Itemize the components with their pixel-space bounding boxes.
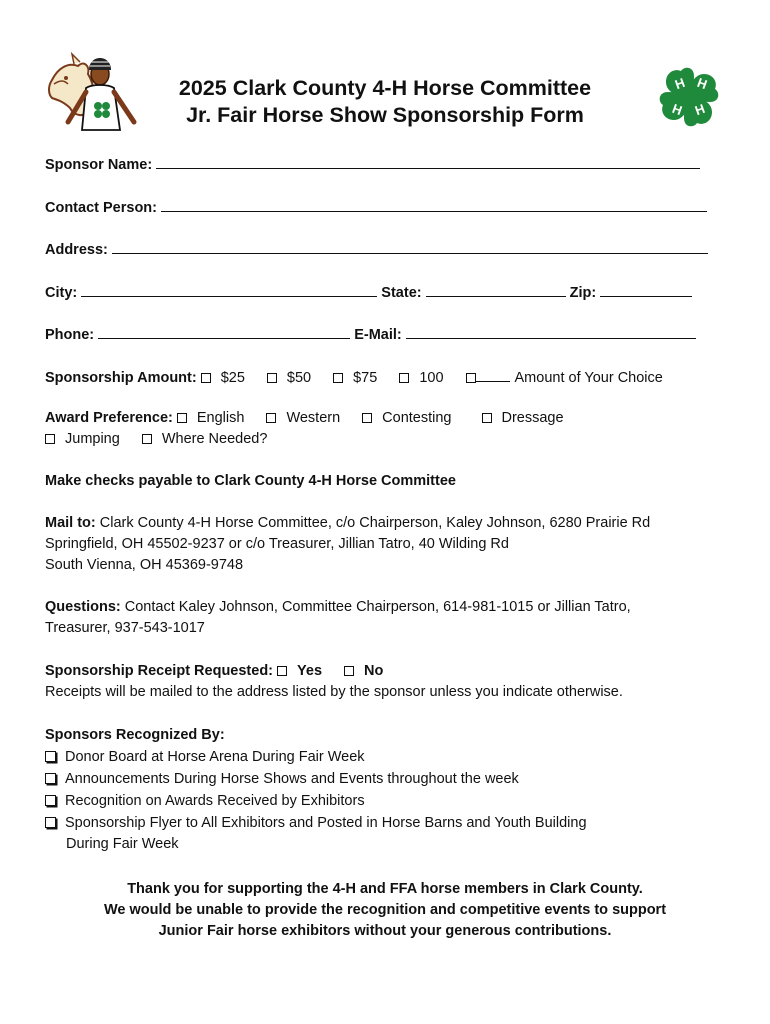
mail-to-line3: South Vienna, OH 45369-9748 <box>45 557 244 573</box>
award-jumping-label: Jumping <box>65 431 120 447</box>
amount-100-label: 100 <box>419 370 444 386</box>
amount-choice-field[interactable] <box>476 367 510 382</box>
mail-to-section <box>45 513 735 576</box>
award-where-needed-label: Where Needed? <box>161 431 268 447</box>
award-english-label: English <box>196 410 245 426</box>
phone-label: Phone: <box>45 327 95 343</box>
recognized-box-icon <box>45 795 56 806</box>
receipt-section <box>45 661 735 703</box>
thanks-line2: We would be unable to provide the recognition and competitive events to support <box>103 902 667 918</box>
recognized-item: Donor Board at Horse Arena During Fair Week <box>45 747 735 768</box>
award-western-checkbox[interactable] <box>266 413 276 423</box>
svg-text:H: H <box>692 100 707 119</box>
receipt-yes-checkbox[interactable] <box>277 666 287 676</box>
email-field[interactable] <box>406 324 696 339</box>
amount-25-label: $25 <box>220 370 245 386</box>
award-jumping-checkbox[interactable] <box>45 434 55 444</box>
recognized-label: Sponsors Recognized By: <box>45 727 225 743</box>
svg-text:H: H <box>672 74 687 93</box>
recognized-item: Recognition on Awards Received by Exhibitors <box>45 791 735 812</box>
award-contesting-label: Contesting <box>382 410 452 426</box>
amount-75-label: $75 <box>353 370 378 386</box>
receipt-no-checkbox[interactable] <box>344 666 354 676</box>
award-where-needed-checkbox[interactable] <box>142 434 152 444</box>
recognized-box-icon <box>45 817 56 828</box>
checks-payable-text: Make checks payable to Clark County 4-H Horse Committee <box>45 473 456 489</box>
amount-choice-label: Amount of Your Choice <box>514 370 663 386</box>
phone-field[interactable] <box>98 324 350 339</box>
city-field[interactable] <box>81 282 377 297</box>
award-english-checkbox[interactable] <box>177 413 187 423</box>
recognized-box-icon <box>45 751 56 762</box>
award-western-label: Western <box>286 410 341 426</box>
sponsor-name-row <box>45 154 700 174</box>
questions-line2: Treasurer, 937-543-1017 <box>45 620 205 636</box>
thanks-line1: Thank you for supporting the 4-H and FFA horse members in Clark County. <box>127 881 643 897</box>
sponsor-name-field[interactable] <box>156 154 700 169</box>
award-preference-row-2 <box>45 430 267 448</box>
recognized-box-icon <box>45 773 56 784</box>
receipt-note: Receipts will be mailed to the address listed by the sponsor unless you indicate otherwise. <box>45 684 623 700</box>
recognized-item: Announcements During Horse Shows and Events throughout the week <box>45 769 735 790</box>
contact-person-label: Contact Person: <box>45 200 157 216</box>
phone-email-row <box>45 324 696 344</box>
sponsorship-amount-row <box>45 367 663 387</box>
amount-50-checkbox[interactable] <box>267 373 277 383</box>
receipt-label: Sponsorship Receipt Requested: <box>45 663 274 679</box>
email-label: E-Mail: <box>354 327 402 343</box>
svg-text:H: H <box>695 74 710 93</box>
address-field[interactable] <box>112 239 708 254</box>
svg-text:H: H <box>670 100 685 119</box>
recognized-item: Sponsorship Flyer to All Exhibitors and Posted in Horse Barns and Youth Building <box>45 813 735 834</box>
state-field[interactable] <box>426 282 566 297</box>
award-dressage-checkbox[interactable] <box>482 413 492 423</box>
address-row <box>45 239 708 259</box>
zip-label: Zip: <box>569 285 597 301</box>
questions-line1: Contact Kaley Johnson, Committee Chairperson, 614-981-1015 or Jillian Tatro, <box>124 599 631 615</box>
mail-to-label: Mail to: <box>45 515 96 531</box>
mail-to-line2: Springfield, OH 45502-9237 or c/o Treasurer, Jillian Tatro, 40 Wilding Rd <box>45 536 509 552</box>
sponsor-name-label: Sponsor Name: <box>45 157 153 173</box>
form-subtitle: Jr. Fair Horse Show Sponsorship Form <box>186 103 584 127</box>
contact-person-row <box>45 197 707 217</box>
amount-choice-checkbox[interactable] <box>466 373 476 383</box>
award-contesting-checkbox[interactable] <box>362 413 372 423</box>
city-state-zip-row <box>45 282 692 302</box>
award-dressage-label: Dressage <box>501 410 564 426</box>
mail-to-line1: Clark County 4-H Horse Committee, c/o Chairperson, Kaley Johnson, 6280 Prairie Rd <box>99 515 651 531</box>
amount-25-checkbox[interactable] <box>201 373 211 383</box>
state-label: State: <box>381 285 422 301</box>
award-preference-row <box>45 409 564 427</box>
city-label: City: <box>45 285 78 301</box>
recognized-section <box>45 725 735 855</box>
contact-person-field[interactable] <box>161 197 707 212</box>
address-label: Address: <box>45 242 108 258</box>
receipt-no-label: No <box>364 663 384 679</box>
form-title: 2025 Clark County 4-H Horse Committee <box>178 76 592 100</box>
zip-field[interactable] <box>600 282 692 297</box>
award-preference-label: Award Preference: <box>45 410 173 426</box>
amount-75-checkbox[interactable] <box>333 373 343 383</box>
amount-100-checkbox[interactable] <box>399 373 409 383</box>
questions-section <box>45 597 735 639</box>
recognized-item-cont: During Fair Week <box>66 836 179 852</box>
receipt-yes-label: Yes <box>297 663 323 679</box>
amount-50-label: $50 <box>286 370 312 386</box>
sponsorship-amount-label: Sponsorship Amount: <box>45 370 197 386</box>
questions-label: Questions: <box>45 599 121 615</box>
thanks-line3: Junior Fair horse exhibitors without your generous contributions. <box>158 923 612 939</box>
